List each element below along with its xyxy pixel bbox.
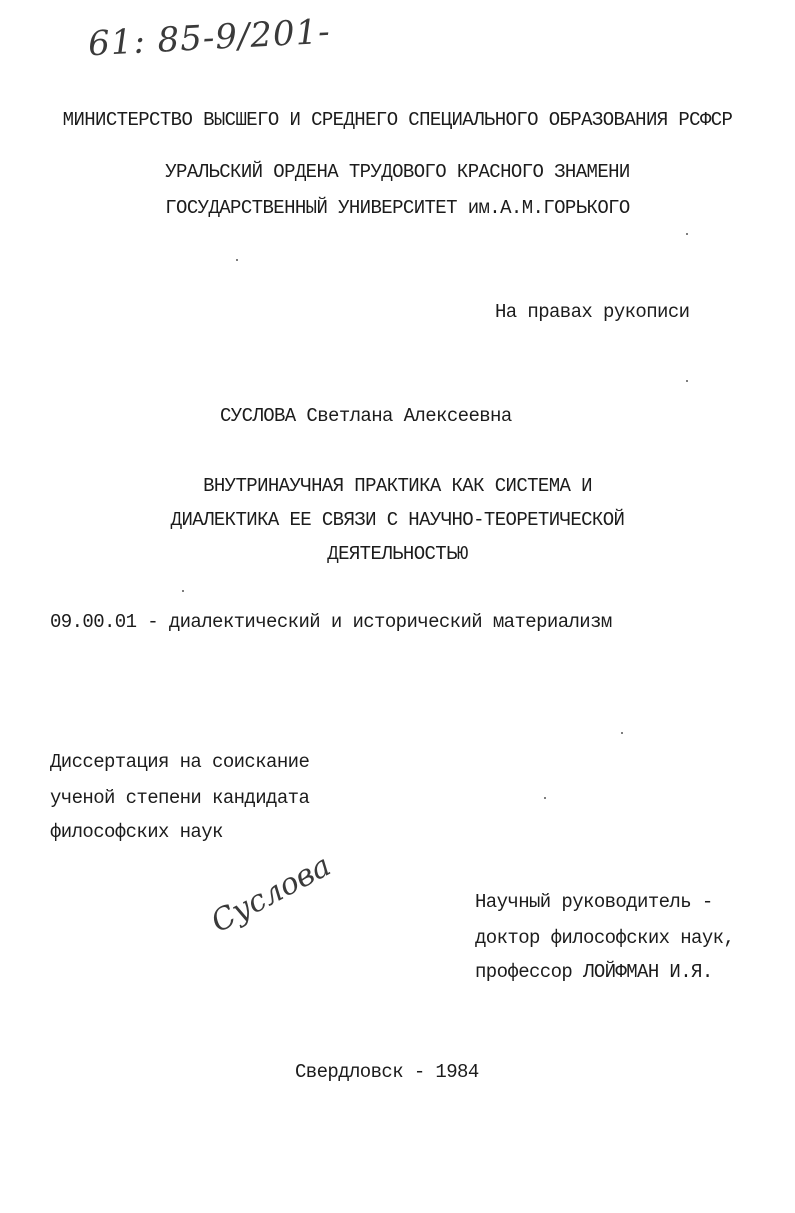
ministry-heading: МИНИСТЕРСТВО ВЫСШЕГО И СРЕДНЕГО СПЕЦИАЛЬНОГО ОБРАЗОВАНИЯ РСФСР: [62, 109, 733, 131]
supervisor-line-2: доктор философских наук,: [475, 927, 735, 949]
archive-handwritten-note: 61: 85-9/201-: [87, 11, 332, 65]
scan-speck: [236, 259, 238, 261]
dissertation-line-3: философских наук: [50, 821, 223, 843]
manuscript-note: На правах рукописи: [495, 301, 690, 323]
dissertation-line-2: ученой степени кандидата: [50, 787, 310, 809]
scan-speck: [182, 590, 184, 592]
university-line-1: УРАЛЬСКИЙ ОРДЕНА ТРУДОВОГО КРАСНОГО ЗНАМЕНИ: [165, 161, 630, 183]
supervisor-line-1: Научный руководитель -: [475, 891, 713, 913]
scan-speck: [686, 233, 688, 235]
author-name: СУСЛОВА Светлана Алексеевна: [220, 405, 512, 427]
title-line-3: ДЕЯТЕЛЬНОСТЬЮ: [327, 543, 468, 565]
title-line-2: ДИАЛЕКТИКА ЕЕ СВЯЗИ С НАУЧНО-ТЕОРЕТИЧЕСКОЙ: [170, 509, 625, 531]
specialty-code: 09.00.01 - диалектический и исторический материализм: [50, 611, 612, 633]
title-line-1: ВНУТРИНАУЧНАЯ ПРАКТИКА КАК СИСТЕМА И: [203, 475, 592, 497]
scan-speck: [686, 380, 688, 382]
scan-speck: [544, 797, 546, 799]
author-signature: Суслова: [205, 848, 337, 940]
scan-speck: [621, 732, 623, 734]
supervisor-line-3: профессор ЛОЙФМАН И.Я.: [475, 961, 713, 983]
university-line-2: ГОСУДАРСТВЕННЫЙ УНИВЕРСИТЕТ им.А.М.ГОРЬКОГО: [165, 197, 630, 219]
dissertation-line-1: Диссертация на соискание: [50, 751, 310, 773]
place-and-year: Свердловск - 1984: [295, 1061, 479, 1083]
